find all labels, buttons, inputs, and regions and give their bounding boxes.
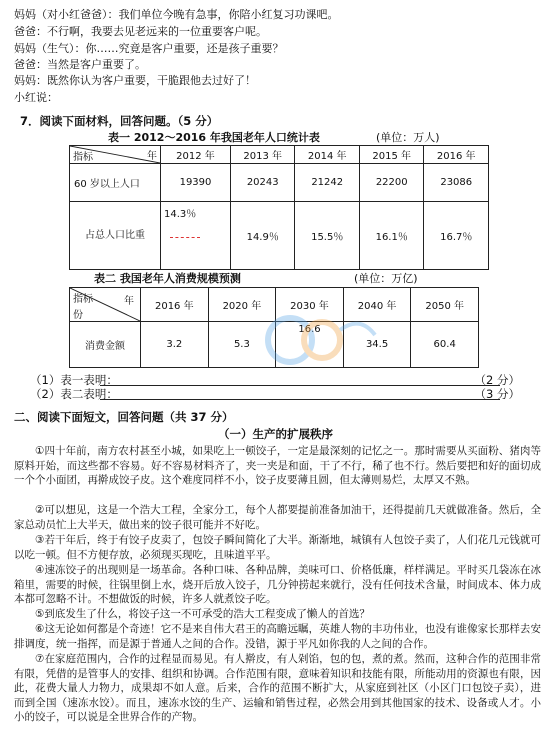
table2-unit: (单位：万亿) bbox=[354, 272, 418, 285]
paragraph-2: ②可以想见，这是一个浩大工程，全家分工，每个人都要提前准备加油干，还得提前几天就做准备。然后，全家总动员忙上大半天，做出来的饺子很可能并不好吃。 bbox=[14, 504, 541, 531]
answer-score: （3 分） bbox=[474, 387, 520, 401]
table2-cell: 60.4 bbox=[411, 322, 479, 368]
corner-label-left: 指标 bbox=[73, 294, 93, 305]
paragraph-7: ⑦在家庭范围内，合作的过程显而易见。有人擀皮，有人剁馅，包的包，煮的煮。然而，这种合作的范围非常有限，凭借的是管事人的安排、组织和协调。合作范围有限，意味着知识和技能有限，所能动用的资源也有限，因此，花费大量人力物力，成果却不如人意。后来，合作的范围不断扩大，从家庭到社区（小区门口包饺子卖），进而到全国（速冻水饺）。而且，速冻水饺的生产、运输和销售过程，必然会用到其他国家的技术、设备或人才。小小的饺子，可以说是全世界合作的产物。 bbox=[14, 653, 541, 724]
table1-row-label: 60 岁以上人口 bbox=[70, 164, 161, 202]
table1-cell: 15.5％ bbox=[295, 202, 360, 270]
wavy-underline bbox=[170, 230, 227, 241]
table2-cell: 3.2 bbox=[141, 322, 209, 368]
table1-year-header: 2014 年 bbox=[295, 146, 360, 164]
table1-unit: (单位：万人) bbox=[376, 131, 440, 144]
answer-line-2[interactable] bbox=[30, 387, 520, 402]
table1-cell: 20243 bbox=[230, 164, 295, 202]
paragraph-4: ④速冻饺子的出现则是一场革命。各种口味、各种品牌，美味可口、价格低廉，样样满足。平时买几袋冻在冰箱里，需要的时候，往锅里倒上水，烧开后放入饺子，几分钟捞起来就行，没有任何技术含量，时间成本、体力成本都可忽略不计。不想做饭的时候，许多人就煮饺子吃。 bbox=[14, 564, 541, 606]
watermark-logo bbox=[250, 300, 380, 380]
table2-caption: 表二 我国老年人消费规模预测 bbox=[94, 272, 241, 285]
table1-cell-value: 14.3％ bbox=[164, 209, 197, 220]
table1-corner-cell bbox=[70, 146, 161, 164]
section-2-title: 二、阅读下面短文，回答问题（共 37 分） bbox=[14, 410, 234, 424]
corner-label-bottom: 份 bbox=[73, 310, 83, 321]
table1-cell: 23086 bbox=[424, 164, 489, 202]
table2-year-header: 2016 年 bbox=[141, 288, 209, 322]
corner-label-bottom: 指标 bbox=[73, 152, 93, 163]
table1-year-header: 2012 年 bbox=[161, 146, 231, 164]
table1-cell: 16.1％ bbox=[359, 202, 424, 270]
paragraph-1: ①四十年前，南方农村甚至小城，如果吃上一顿饺子，一定是最深刻的记忆之一。那时需要从买面粉、猪肉等原料开始，而这些都不容易。好不容易材料齐了，夹一夹是和面，干了不行，稀了也不行。然后要把和好的面切成一个个小面团，再擀成饺子皮。这个难度同样不小，饺子皮要薄且圆，但太薄则易烂，太厚又不熟。 bbox=[14, 445, 541, 487]
question-7-title: 7．阅读下面材料，回答问题。（5 分） bbox=[20, 114, 219, 128]
corner-label-top: 年 bbox=[147, 151, 157, 162]
dialogue-line: 爸爸：当然是客户重要了。 bbox=[14, 58, 146, 71]
answer-prompt: （1）表一表明： bbox=[30, 373, 118, 387]
paragraph-3: ③若干年后，终于有饺子皮卖了，包饺子瞬间简化了大半。渐渐地，城镇有人包饺子卖了，人们花几元钱就可以吃一顿。但不方便存放，必须现买现吃，且味道平平。 bbox=[14, 534, 541, 561]
table1-cell: 21242 bbox=[295, 164, 360, 202]
dialogue-line: 妈妈（对小红爸爸）：我们单位今晚有急事，你陪小红复习功课吧。 bbox=[14, 8, 339, 21]
table1-cell: 16.7％ bbox=[424, 202, 489, 270]
table2-cell: 34.5 bbox=[343, 322, 411, 368]
answer-prompt: （2）表二表明： bbox=[30, 387, 118, 401]
table1-year-header: 2015 年 bbox=[359, 146, 424, 164]
corner-label-top: 年 bbox=[124, 296, 134, 307]
table1-cell: 14.9％ bbox=[230, 202, 295, 270]
table1-cell: 22200 bbox=[359, 164, 424, 202]
dialogue-line: 妈妈（生气）：你……究竟是客户重要，还是孩子重要？ bbox=[14, 42, 284, 55]
section-2-subtitle: （一）生产的扩展秩序 bbox=[218, 427, 333, 441]
table1-caption: 表一 2012～2016 年我国老年人口统计表 bbox=[108, 131, 320, 144]
answer-blank[interactable] bbox=[100, 385, 500, 386]
answer-score: （2 分） bbox=[474, 373, 520, 387]
table2-year-header: 2040 年 bbox=[343, 288, 411, 322]
table1-year-header: 2016 年 bbox=[424, 146, 489, 164]
table2-year-header: 2030 年 bbox=[276, 288, 344, 322]
dialogue-line: 爸爸：不行啊，我要去见老远来的一位重要客户呢。 bbox=[14, 25, 267, 38]
table1-cell bbox=[161, 202, 231, 270]
table2-cell: 16.6 bbox=[276, 322, 344, 368]
table2-year-header: 2050 年 bbox=[411, 288, 479, 322]
dialogue-line: 小红说： bbox=[14, 91, 58, 104]
table2-row-label: 消费金额 bbox=[70, 322, 141, 368]
table2-cell: 5.3 bbox=[208, 322, 276, 368]
dialogue-line: 妈妈：既然你认为客户重要，干脆跟他去过好了！ bbox=[14, 74, 256, 87]
table2-year-header: 2020 年 bbox=[208, 288, 276, 322]
paragraph-6: ⑥这无论如何都是个奇迹！它不是来自伟大君王的高瞻远瞩，英雄人物的丰功伟业，也没有谁像家长那样去安排调度，统一指挥，而是源于普通人之间的合作。没错，源于平凡如你我的人之间的合作。 bbox=[14, 623, 541, 650]
table1-year-header: 2013 年 bbox=[230, 146, 295, 164]
table1 bbox=[69, 145, 489, 270]
paragraph-5: ⑤到底发生了什么，将饺子这一不可承受的浩大工程变成了懒人的首选？ bbox=[35, 608, 370, 620]
table2-corner-cell bbox=[70, 288, 141, 322]
answer-blank[interactable] bbox=[100, 399, 500, 400]
table1-cell: 19390 bbox=[161, 164, 231, 202]
table1-row-label: 占总人口比重 bbox=[70, 202, 161, 270]
